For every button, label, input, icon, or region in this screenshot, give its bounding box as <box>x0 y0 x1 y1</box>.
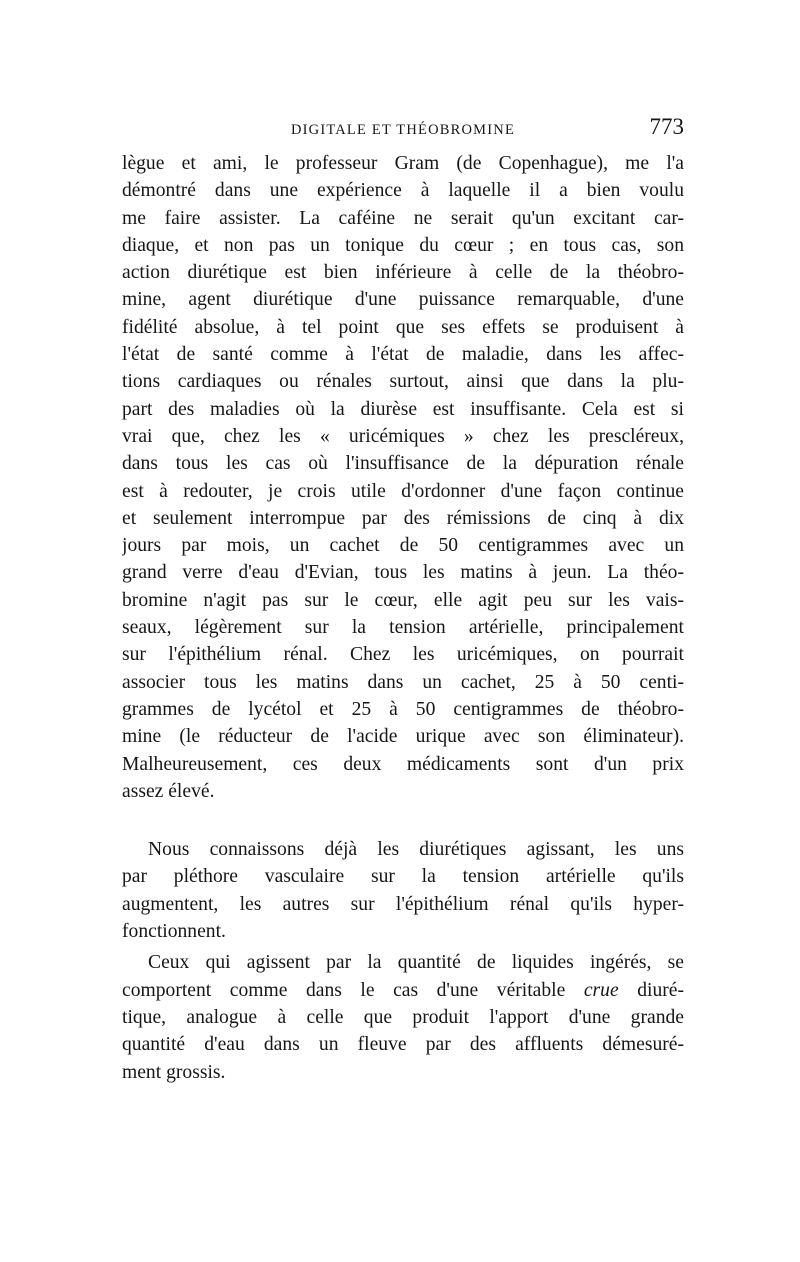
text-line: démontré dans une expérience à laquelle il a bien voulu <box>122 180 684 202</box>
text-line: dans tous les cas où l'insuffisance de la dépuration rénale <box>122 453 684 475</box>
body-text <box>122 150 684 1086</box>
text-line: grammes de lycétol et 25 à 50 centigrammes de théobro- <box>122 698 684 720</box>
paragraph-3 <box>122 949 684 1085</box>
text-line: est à redouter, je crois utile d'ordonner d'une façon continue <box>122 480 684 502</box>
text-line: diaque, et non pas un tonique du cœur ; en tous cas, son <box>122 234 684 256</box>
text-line: assez élevé. <box>122 780 215 802</box>
page-number: 773 <box>649 114 684 139</box>
text-line: part des maladies où la diurèse est insuffisante. Cela est si <box>122 398 684 420</box>
text-line: vrai que, chez les « uricémiques » chez les prescléreux, <box>122 425 684 447</box>
paragraph-1 <box>122 150 684 805</box>
running-title: DIGITALE ET THÉOBROMINE <box>290 122 516 138</box>
text-line: lègue et ami, le professeur Gram (de Copenhague), me l'a <box>122 153 684 174</box>
text-line: augmentent, les autres sur l'épithélium rénal qu'ils hyper- <box>122 893 684 915</box>
text-segment: comportent comme dans le cas d'une véritable <box>122 979 584 1001</box>
text-line: me faire assister. La caféine ne serait qu'un excitant car- <box>122 207 684 229</box>
text-line: ment grossis. <box>122 1061 226 1083</box>
text-line: l'état de santé comme à l'état de maladie, dans les affec- <box>122 344 684 366</box>
text-line: action diurétique est bien inférieure à celle de la théobro- <box>122 262 684 284</box>
text-line: par pléthore vasculaire sur la tension artérielle qu'ils <box>122 866 684 888</box>
text-line: sur l'épithélium rénal. Chez les uricémiques, on pourrait <box>122 644 684 666</box>
text-line: mine (le réducteur de l'acide urique avec son éliminateur). <box>122 726 684 748</box>
text-line: Nous connaissons déjà les diurétiques agissant, les uns <box>148 839 684 861</box>
paragraph-2 <box>122 836 684 945</box>
text-line: bromine n'agit pas sur le cœur, elle agit peu sur les vais- <box>122 589 684 611</box>
text-line: tique, analogue à celle que produit l'apport d'une grande <box>122 1006 684 1028</box>
paragraph-spacer <box>122 805 684 836</box>
text-line-with-italic <box>122 977 684 1004</box>
text-line: jours par mois, un cachet de 50 centigrammes avec un <box>122 535 684 557</box>
italic-word: crue <box>583 979 619 1001</box>
text-line: associer tous les matins dans un cachet, 25 à 50 centi- <box>122 671 684 693</box>
text-line: Ceux qui agissent par la quantité de liquides ingérés, se <box>148 952 684 974</box>
text-line: Malheureusement, ces deux médicaments sont d'un prix <box>122 753 684 775</box>
text-line: fidélité absolue, à tel point que ses effets se produisent à <box>122 316 684 338</box>
text-segment: diuré- <box>618 979 684 1001</box>
text-line: tions cardiaques ou rénales surtout, ainsi que dans la plu- <box>122 371 684 393</box>
text-line: grand verre d'eau d'Evian, tous les matins à jeun. La théo- <box>122 562 684 584</box>
text-line: fonctionnent. <box>122 921 226 943</box>
text-line: et seulement interrompue par des rémissions de cinq à dix <box>122 507 684 529</box>
text-line: mine, agent diurétique d'une puissance remarquable, d'une <box>122 289 684 311</box>
text-line: quantité d'eau dans un fleuve par des affluents démesuré- <box>122 1034 684 1056</box>
running-head <box>122 114 684 146</box>
text-line: seaux, légèrement sur la tension artérielle, principalement <box>122 617 684 639</box>
